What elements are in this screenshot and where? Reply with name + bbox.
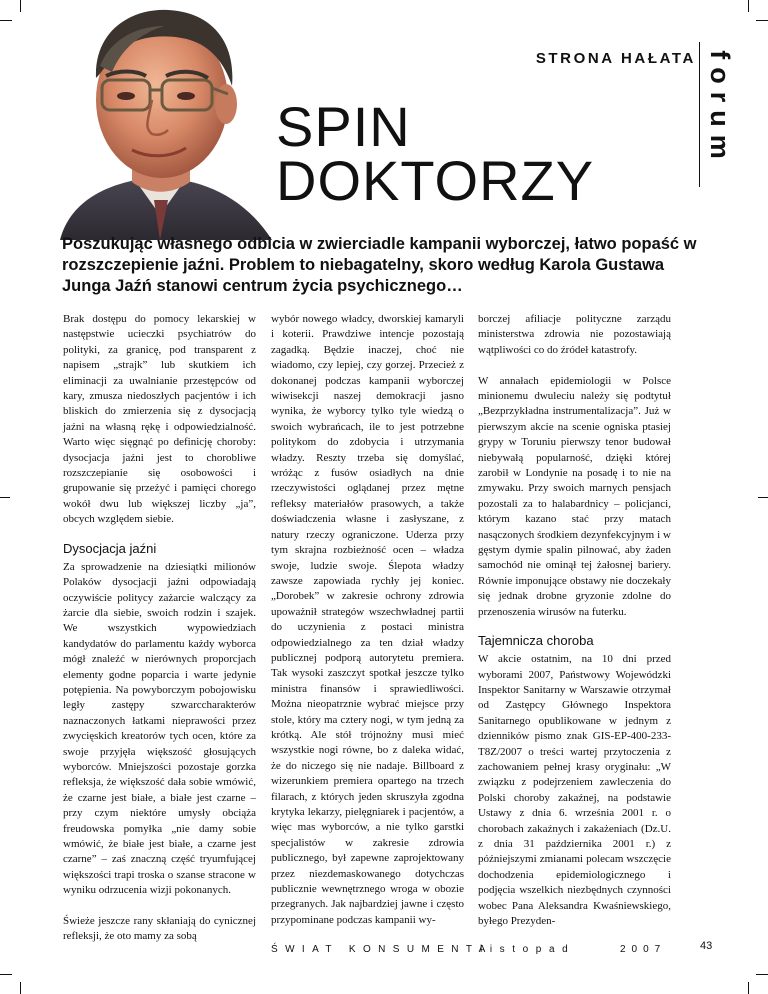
crop-mark-left-top bbox=[0, 20, 12, 21]
footer-year: 2007 bbox=[620, 944, 667, 955]
crop-mark-left-bottom bbox=[0, 974, 12, 975]
crop-mark-top-right bbox=[748, 0, 749, 12]
headline-line-1: SPIN bbox=[276, 95, 411, 158]
crop-mark-top-left bbox=[20, 0, 21, 12]
article-lead: Poszukując własnego odbicia w zwierciadle kampanii wyborczej, łatwo popaść w rozszczepienie jaźni. Problem to niebagatelny, skoro według Karola Gustawa Junga Jaźń stanowi centrum życia psychicznego… bbox=[62, 235, 697, 295]
rubric-label bbox=[705, 38, 733, 178]
article-column-2 bbox=[271, 312, 464, 928]
crop-mark-right-top bbox=[756, 20, 768, 21]
headline-line-2: DOKTORZY bbox=[276, 149, 595, 212]
paragraph: W akcie ostatnim, na 10 dni przed wyborami 2007, Państwowy Wojewódzki Inspektor Sanitarny w Warszawie otrzymał od Zastępcy Głównego Inspektora Sanitarnego opublikowane w jednym z dzienników pismo znak GIS-EP-400-233-T8Z/2007 o treści wartej przytoczenia z zachowaniem pełnej krasy oryginału: „W związku z podejrzeniem zawleczenia do Polski choroby zakaźnej, na podstawie Ustawy z dnia 6. września 2001 r. o chorobach zakaźnych i zakażeniach (Dz.U. z dnia 31 października 2001 r.) z późniejszymi zmianami polecam wszczęcie dochodzenia epidemiologicznego i podjęcia wszelkich niezbędnych czynności wobec Pana Aleksandra Kwaśniewskiego, byłego Prezyden- bbox=[478, 653, 671, 928]
paragraph: borczej afiliacje polityczne zarządu ministerstwa zdrowia nie pozostawiają wątpliwości co do źródeł katastrofy. bbox=[478, 313, 671, 356]
subheading-dysocjacja: Dysocjacja jaźni bbox=[63, 540, 157, 556]
article-column-3 bbox=[478, 312, 671, 929]
rubric-divider bbox=[699, 42, 700, 187]
section-label: STRONA HAŁATA bbox=[535, 50, 696, 67]
crop-mark-right-mid bbox=[758, 497, 768, 498]
footer-month: listopad bbox=[480, 944, 576, 955]
paragraph: Świeże jeszcze rany skłaniają do cynicznej refleksji, że oto mamy za sobą bbox=[63, 915, 256, 943]
subheading-tajemnicza-choroba: Tajemnicza choroba bbox=[478, 633, 594, 649]
paragraph: W annałach epidemiologii w Polsce minionemu dwuleciu należy się podtytuł „Bezprzykładna instrumentalizacja”. Już w pierwszym akcie na scenie ogniska ptasiej grypy w Toruniu pierwszy tenor budował niebywałą popularność, dzięki której zarobił w Londynie na posadę i to nie na zmywaku. Przy swoich marnych pensjach pozostali za to halabardnicy – policjanci, którym kazano stać przy matach nasączonych środkiem dezynfekcyjnym i w gęstym dymie spalin pilnować, aby żaden samochód nie ominął tej żałosnej bariery. Równie imponujące obstawy nie doczekały się jednak drobne gryzonie zdolne do przenoszenia wirusów na futerku. bbox=[478, 374, 671, 618]
crop-mark-bottom-left bbox=[20, 982, 21, 994]
page-number: 43 bbox=[700, 940, 713, 952]
paragraph: wybór nowego władcy, dworskiej kamaryli i koterii. Prawdziwe intencje pozostają zagadką. Będzie inaczej, choć nie wiadomo, czy lepiej, czy gorzej. Przecież z dokonanej podczas kampanii wyborczej wiwisekcji naszej demokracji jasno wynika, że wyborcy tylko tyle wiedzą o swoich wybrańcach, ile to jest potrzebne politykom do zdobycia i utrzymania władzy. Reszty trzeba się domyślać, wróżąc z fusów osiadłych na dnie rzeczywistości oglądanej przez mętne refleksy materiałów prasowych, a także doświadczenia własne i zasłyszane, z natury rzeczy ograniczone. Uderza przy tym skrajna rozbieżność ocen – władza swoje, ludzie swoje. Ślepota władzy zawsze zapowiada rychły jej koniec. „Dorobek” w zakresie ochrony zdrowia upoważnił strategów wszechwładnej partii do uczynienia z postaci ministra odpowiedzialnego za ten dział władzy publicznej podporą autorytetu premiera. Tak wysoki zaszczyt spotkał jeszcze tylko ministra finansów i sprawiedliwości. Można nieopatrznie wybrać miejsce przy stole, który ma cztery nogi, w tym jedną za krótką. Ale stół trójnożny musi mieć wszystkie nogi równe, bo z daleka widać, że do niczego się nie nadaje. Billboard z wizerunkiem premiera opartego na trzech filarach, z których jeden skruszyła zgodna krytyka lekarzy, pielęgniarek i pacjentów, a więc mas wyborców, a nie tylko garstki specjalistów w zakresie zdrowia publicznego, był zapewne zaprojektowany przez niezdemaskowanego dotychczas publicznie wewnętrznego wroga w obozie przegranych. Jak najbardziej jawne i często przypominane podczas kampanii wy- bbox=[271, 313, 464, 926]
author-portrait bbox=[40, 0, 278, 240]
crop-mark-right-bottom bbox=[756, 974, 768, 975]
article-column-1 bbox=[63, 312, 256, 945]
paragraph: Za sprowadzenie na dziesiątki milionów Polaków dysocjacji jaźni odpowiadają oczywiście politycy zażarcie walczący za żarcie dla siebie, swoich rodzin i szajek. We wszystkich wypowiedziach kandydatów do parlamentu każdy wyborca mógł znaleźć w nierównych proporcjach elementy godne poparcia i warte jedynie potępienia. Na powyborczym pobojowisku legły zastępy szwarccharakterów naznaczonych łatkami nieprawości przez zwycięskich kreatorów tych ocen, które za swoje przyjęła większość głosujących wyborców. Mniejszości pozostaje gorzka refleksja, że większość dała sobie wmówić, że czarne jest białe, a białe jest czarne – przy czym niektóre umysły obciąża freudowska pomyłka „nie damy sobie wmówić, że białe jest białe, a czarne jest czarne” – zaś znaczną część tryumfującej większości trapi troska o szanse stracone w wyniku odrzucenia wizji pokonanych. bbox=[63, 560, 256, 897]
paragraph: Brak dostępu do pomocy lekarskiej w następstwie ucieczki psychiatrów do polityki, za granicę, pod transparent z napisem „strajk” lub skutkiem ich eliminacji za uwalnianie przestępców od kary, zmusza niedoszłych pacjentów i ich bliskich do zmierzenia się z dysocjacją jaźni na własną rękę i odpowiedzialność. Warto więc sięgnąć po definicję choroby: dysocjacja jaźni jest to chorobliwe rozszczepianie się osobowości i grupowanie się przeżyć i pamięci chorego wokół dwu lub większej liczby „ja”, obcych względem siebie. bbox=[63, 313, 256, 526]
rubric-text: forum bbox=[704, 49, 735, 167]
footer-magazine-name: ŚWIAT KONSUMENTA bbox=[271, 944, 493, 955]
article-headline bbox=[276, 95, 676, 212]
crop-mark-bottom-right bbox=[748, 982, 749, 994]
crop-mark-left-mid bbox=[0, 497, 10, 498]
